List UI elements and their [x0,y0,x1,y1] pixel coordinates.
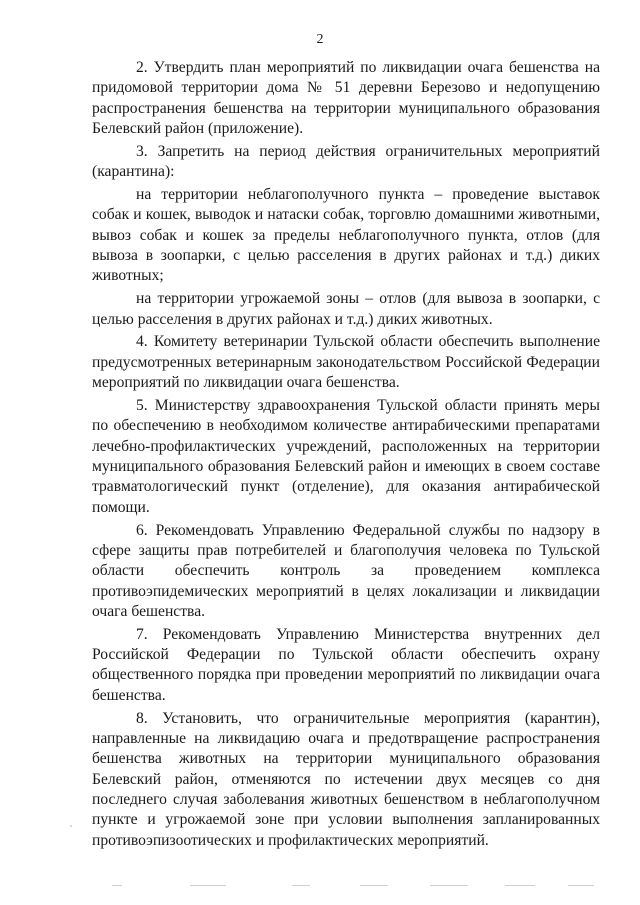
paragraph-3-threatened-zone: на территории угрожаемой зоны – отлов (для вывоза в зоопарки, с целью расселения в других районах и т.д.) диких животных. [92,290,600,328]
document-body [92,58,600,851]
paragraph-2-approve-plan: 2. Утвердить план мероприятий по ликвидации очага бешенства на придомовой территории дома № 51 деревни Березово и недопущению распространения бешенства на территории муниципального образования Белевский район (приложение). [92,59,600,138]
paragraph-3-unfavorable-point: на территории неблагополучного пункта – проведение выставок собак и кошек, выводок и натаски собак, торговлю домашними животными, вывоз собак и кошек за пределы неблагополучного пункта, отлов (для вывоза в зоопарки, с целью расселения в других районах и т.д.) диких животных; [92,186,600,285]
page-number: 2 [316,32,324,47]
scan-artifact [70,825,72,827]
paragraph-4-veterinary-committee: 4. Комитету ветеринарии Тульской области обеспечить выполнение предусмотренных ветеринарным законодательством Российской Федерации мероприятий по ликвидации очага бешенства. [92,333,600,392]
scan-artifact [430,885,468,886]
paragraph-5-health-ministry: 5. Министерству здравоохранения Тульской области принять меры по обеспечению в необходимом количестве антирабическими препаратами лечебно-профилактических учреждений, расположенных на территории муниципального образования Белевский район и имеющих в своем составе травматологический пункт (отделение), для оказания антирабической помощи. [92,397,600,516]
paragraph-8-quarantine-end: 8. Установить, что ограничительные мероприятия (карантин), направленные на ликвидацию очага и предотвращение распространения бешенства животных на территории муниципального образования Белевский район, отменяются по истечении двух месяцев со дня последнего случая заболевания животных бешенством в неблагополучном пункте и угрожаемой зоне при условии выполнения запланированных противоэпизоотических и профилактических мероприятий. [92,709,600,849]
scan-artifact [505,885,535,886]
scan-artifact [190,885,226,886]
scan-artifact [112,885,122,886]
paragraph-7-internal-affairs: 7. Рекомендовать Управлению Министерства внутренних дел Российской Федерации по Тульской области обеспечить охрану общественного порядка при проведении мероприятий по ликвидации очага бешенства. [92,625,600,704]
scan-artifact [568,885,594,886]
paragraph-3-prohibit: 3. Запретить на период действия ограничительных мероприятий (карантина): [92,142,600,181]
scan-artifact [360,885,388,886]
scan-artifact [292,885,310,886]
paragraph-6-consumer-rights: 6. Рекомендовать Управлению Федеральной службы по надзору в сфере защиты прав потребителей и благополучия человека по Тульской области обеспечить контроль за проведением комплекса противоэпидемических мероприятий в целях локализации и ликвидации очага бешенства. [92,521,600,620]
